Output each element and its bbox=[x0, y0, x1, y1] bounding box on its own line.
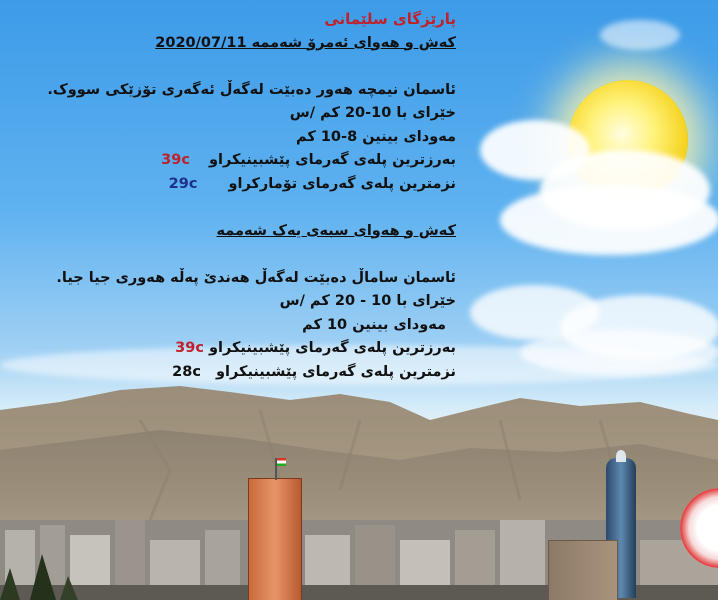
tomorrow-heading: کەش و هەوای سبەی یەک شەممە bbox=[216, 222, 456, 239]
cloud-icon bbox=[600, 20, 680, 50]
today-max-temp bbox=[6, 149, 456, 173]
spacer bbox=[6, 243, 456, 267]
today-min-label: نزمترین پلەی گەرمای تۆمارکراو bbox=[228, 175, 456, 192]
flag-pole bbox=[275, 458, 277, 480]
tower-spire bbox=[616, 450, 626, 462]
trees bbox=[0, 548, 90, 600]
tomorrow-max-label: بەرزترین پلەی گەرمای پێشبینیکراو bbox=[209, 340, 456, 356]
today-min-temp bbox=[6, 173, 456, 197]
spacer bbox=[6, 196, 456, 220]
today-sky: ئاسمان نیمچە هەور دەبێت لەگەڵ ئەگەری تۆزێکی سووک. bbox=[47, 81, 456, 98]
building-right bbox=[548, 540, 618, 600]
tomorrow-min-value: 28c bbox=[172, 363, 201, 380]
today-min-value: 29c bbox=[168, 175, 198, 192]
org-title: پارێزگای سلێمانی bbox=[324, 10, 456, 28]
tower-building-left bbox=[248, 478, 302, 600]
today-max-value: 39c bbox=[161, 152, 190, 168]
today-max-label: بەرزترین پلەی گەرمای پێشبینیکراو bbox=[209, 152, 456, 168]
tomorrow-visibility: مەودای بینین 10 کم bbox=[302, 316, 446, 333]
tomorrow-sky: ئاسمان ساماڵ دەبێت لەگەڵ هەندێ پەڵە هەوری جیا جیا. bbox=[56, 269, 456, 286]
flag-icon bbox=[276, 458, 286, 466]
cloud-icon bbox=[500, 185, 718, 255]
tomorrow-min-label: نزمترین پلەی گەرمای پێشبینیکراو bbox=[216, 363, 456, 380]
today-wind: خێرای با 10-20 کم /س bbox=[289, 105, 456, 121]
tomorrow-max-temp bbox=[6, 337, 456, 361]
spacer bbox=[6, 55, 456, 79]
weather-report bbox=[6, 8, 456, 384]
tomorrow-wind: خێرای با 10 - 20 کم /س bbox=[279, 293, 456, 309]
today-heading: کەش و هەوای ئەمرۆ شەممە 2020/07/11 bbox=[155, 34, 456, 51]
tomorrow-max-value: 39c bbox=[175, 340, 204, 356]
today-visibility: مەودای بینین 8-10 کم bbox=[295, 128, 456, 145]
tomorrow-min-temp bbox=[6, 361, 456, 385]
